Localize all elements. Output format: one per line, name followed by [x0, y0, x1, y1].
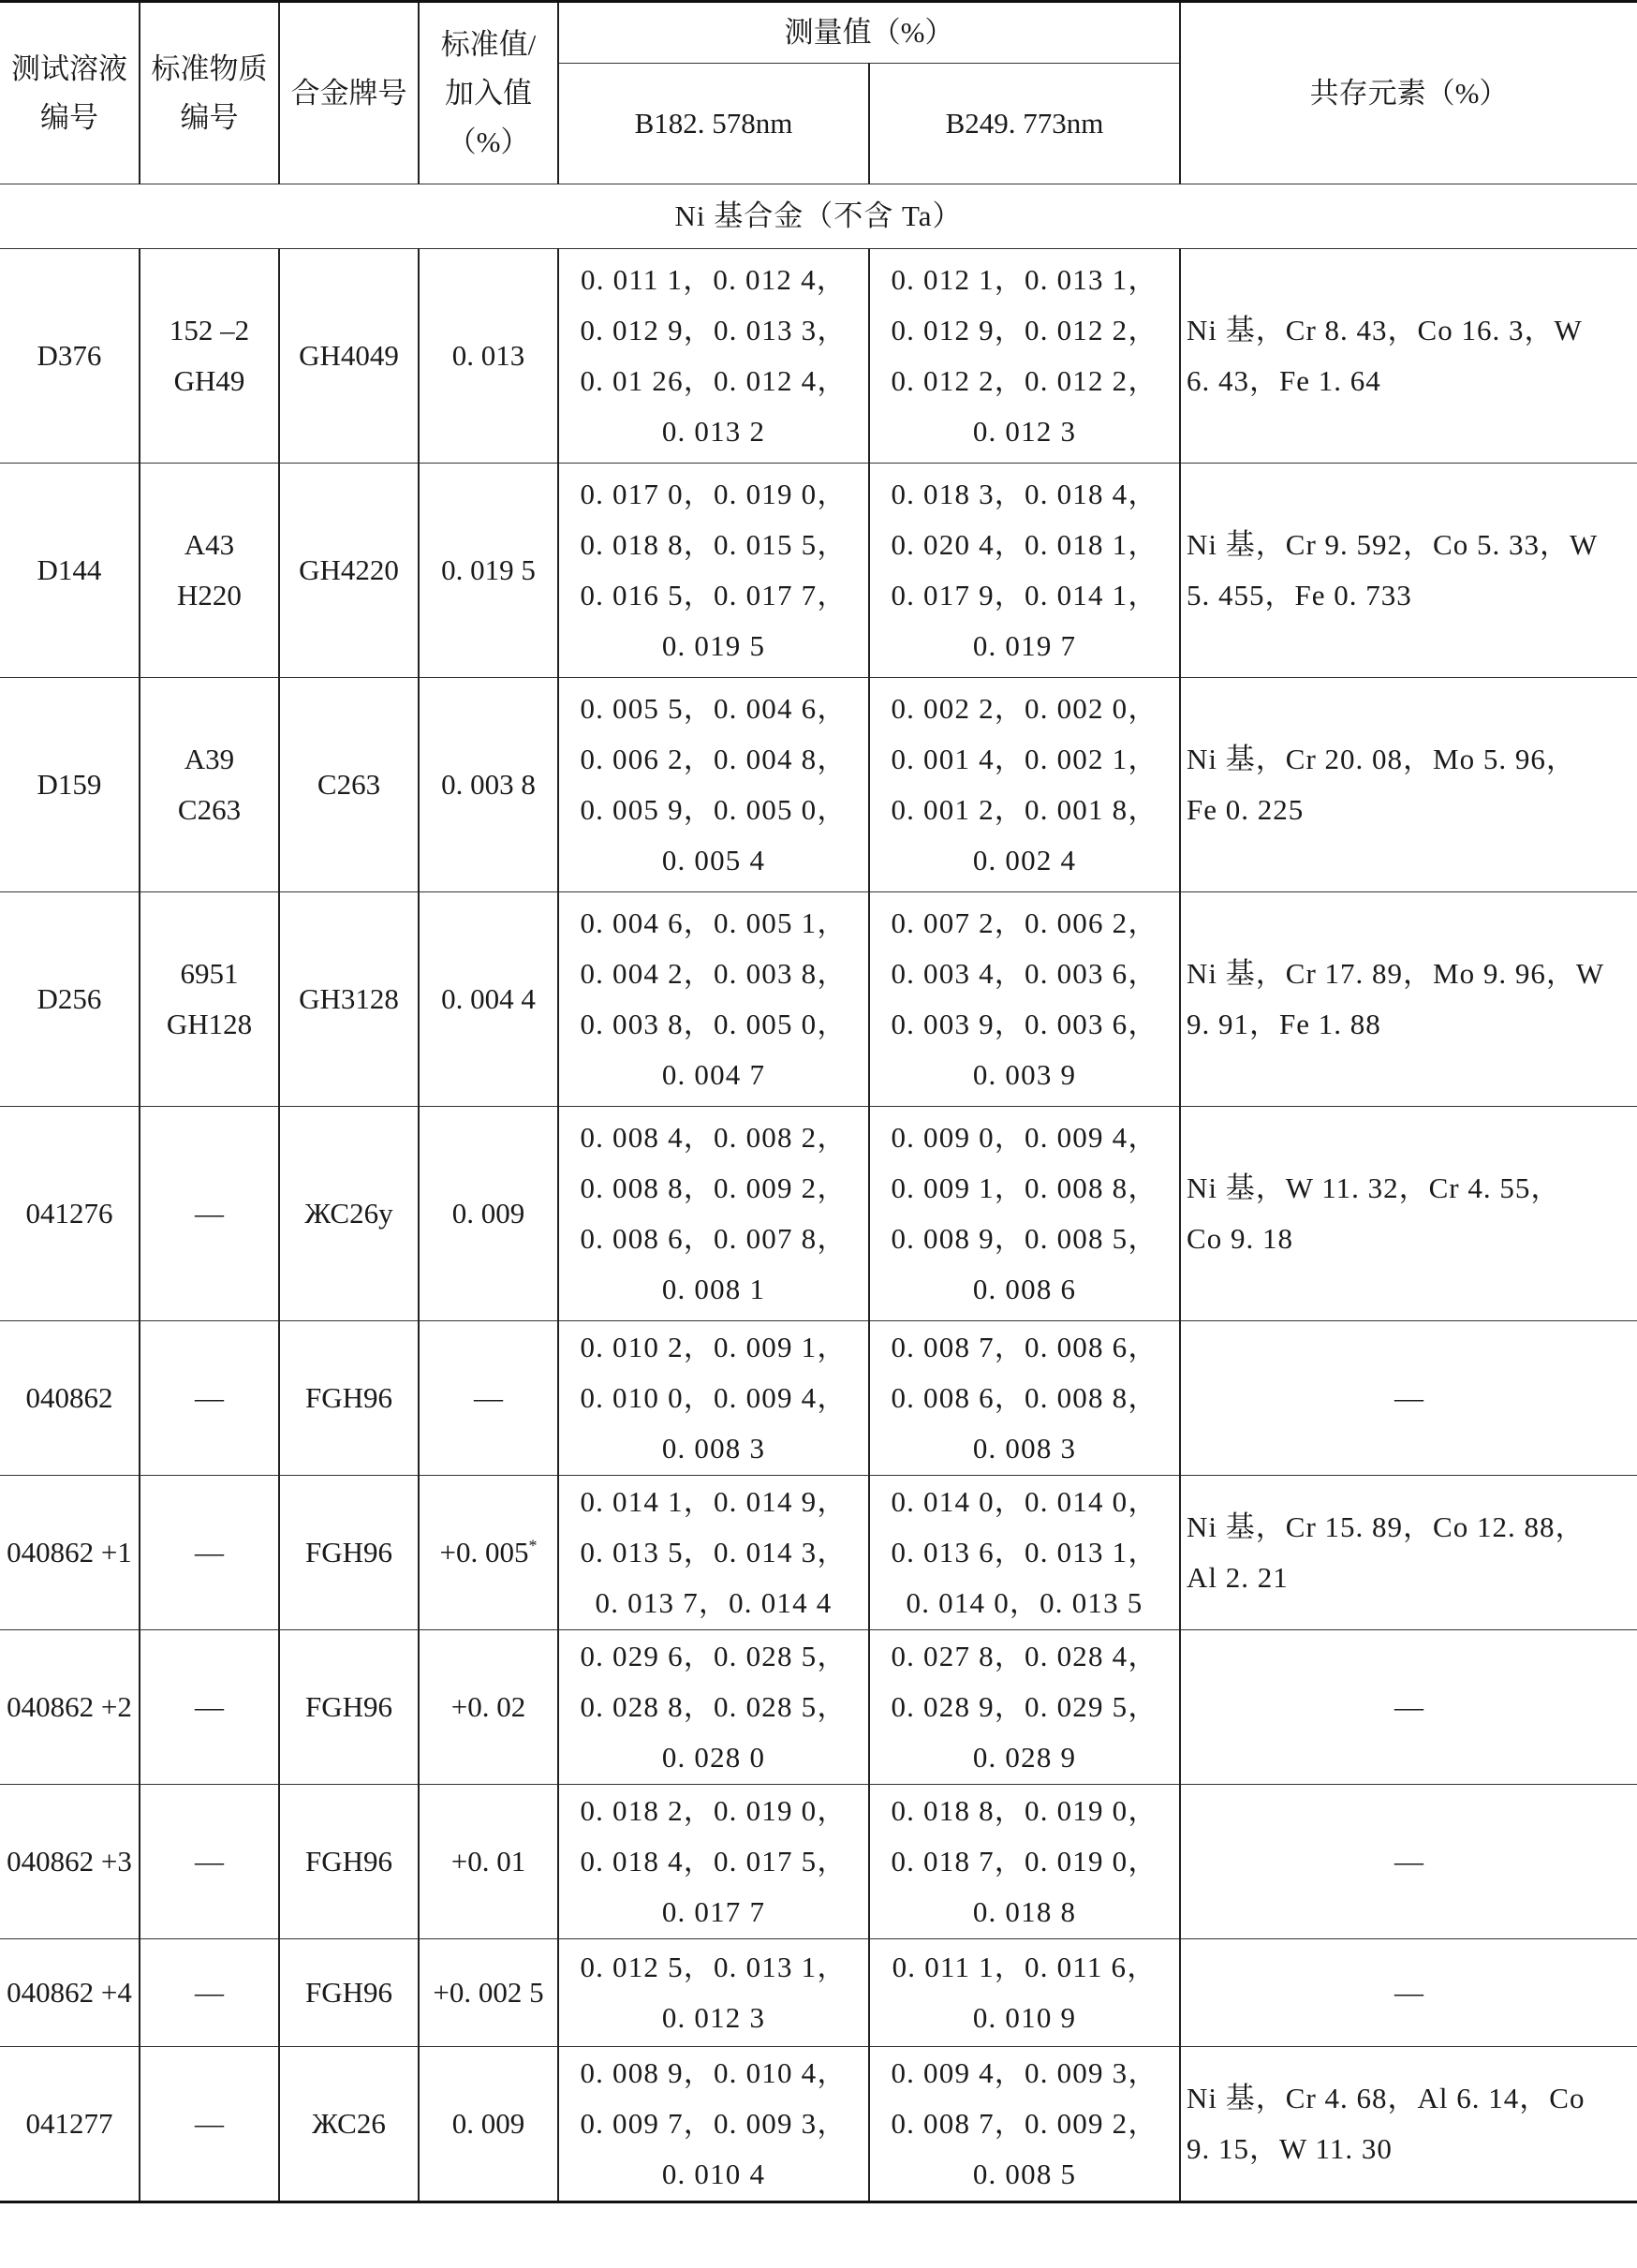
cell-alloy-grade: FGH96 — [279, 1785, 419, 1939]
standard-value-text: 0. 013 — [451, 339, 525, 372]
cell-coexisting: Ni 基，Cr 4. 68，Al 6. 14，Co 9. 15，W 11. 30 — [1180, 2047, 1637, 2202]
cell-solution-no: 041276 — [0, 1107, 140, 1321]
cell-solution-no: D376 — [0, 249, 140, 464]
cell-measured-182: 0. 018 2，0. 019 0， 0. 018 4，0. 017 5， 0. 017 7 — [558, 1785, 869, 1939]
table-row — [0, 1785, 1637, 1939]
cell-standard-value — [419, 1630, 558, 1785]
cell-standard-value — [419, 1785, 558, 1939]
cell-reference-no: A39 C263 — [140, 678, 279, 892]
cell-standard-value — [419, 249, 558, 464]
table-row — [0, 464, 1637, 678]
cell-reference-no: A43 H220 — [140, 464, 279, 678]
cell-coexisting: Ni 基，Cr 20. 08，Mo 5. 96， Fe 0. 225 — [1180, 678, 1637, 892]
cell-solution-no: 040862 +1 — [0, 1476, 140, 1630]
cell-solution-no: 040862 — [0, 1321, 140, 1476]
cell-solution-no: 041277 — [0, 2047, 140, 2202]
cell-solution-no: D256 — [0, 892, 140, 1107]
cell-measured-249: 0. 018 8，0. 019 0， 0. 018 7，0. 019 0， 0. 018 8 — [869, 1785, 1180, 1939]
cell-measured-182: 0. 010 2，0. 009 1， 0. 010 0，0. 009 4， 0. 008 3 — [558, 1321, 869, 1476]
standard-value-text: — — [474, 1381, 503, 1414]
cell-measured-249: 0. 009 0，0. 009 4， 0. 009 1，0. 008 8， 0. 008 9，0. 008 5， 0. 008 6 — [869, 1107, 1180, 1321]
cell-reference-no: — — [140, 1939, 279, 2047]
cell-reference-no: — — [140, 1107, 279, 1321]
cell-measured-249: 0. 012 1，0. 013 1， 0. 012 9，0. 012 2， 0. 012 2，0. 012 2， 0. 012 3 — [869, 249, 1180, 464]
cell-alloy-grade: FGH96 — [279, 1630, 419, 1785]
cell-measured-249: 0. 011 1，0. 011 6， 0. 010 9 — [869, 1939, 1180, 2047]
cell-alloy-grade: GH4220 — [279, 464, 419, 678]
cell-alloy-grade: GH3128 — [279, 892, 419, 1107]
cell-coexisting: Ni 基，Cr 9. 592，Co 5. 33，W 5. 455，Fe 0. 733 — [1180, 464, 1637, 678]
header-coexisting: 共存元素（%） — [1180, 2, 1637, 184]
cell-standard-value — [419, 678, 558, 892]
cell-reference-no: — — [140, 1630, 279, 1785]
cell-coexisting: — — [1180, 1785, 1637, 1939]
cell-measured-249: 0. 014 0，0. 014 0， 0. 013 6，0. 013 1， 0. 014 0，0. 013 5 — [869, 1476, 1180, 1630]
cell-alloy-grade: FGH96 — [279, 1476, 419, 1630]
standard-value-text: 0. 003 8 — [441, 768, 536, 801]
cell-measured-182: 0. 011 1，0. 012 4， 0. 012 9，0. 013 3， 0. 01 26，0. 012 4， 0. 013 2 — [558, 249, 869, 464]
cell-alloy-grade: ЖС26 — [279, 2047, 419, 2202]
cell-reference-no: — — [140, 1476, 279, 1630]
cell-standard-value — [419, 892, 558, 1107]
cell-standard-value — [419, 464, 558, 678]
group-row — [0, 184, 1637, 249]
cell-measured-182: 0. 005 5，0. 004 6， 0. 006 2，0. 004 8， 0. 005 9，0. 005 0， 0. 005 4 — [558, 678, 869, 892]
cell-reference-no: 6951 GH128 — [140, 892, 279, 1107]
table-header — [0, 2, 1637, 184]
cell-measured-249: 0. 018 3，0. 018 4， 0. 020 4，0. 018 1， 0. 017 9，0. 014 1， 0. 019 7 — [869, 464, 1180, 678]
header-reference-no: 标准物质 编号 — [140, 2, 279, 184]
footnote-mark: * — [528, 1536, 538, 1555]
table-row — [0, 678, 1637, 892]
cell-measured-249: 0. 027 8，0. 028 4， 0. 028 9，0. 029 5， 0. 028 9 — [869, 1630, 1180, 1785]
cell-alloy-grade: ЖС26у — [279, 1107, 419, 1321]
cell-alloy-grade: GH4049 — [279, 249, 419, 464]
cell-reference-no: — — [140, 1785, 279, 1939]
header-measured: 测量值（%） — [558, 2, 1180, 64]
standard-value-text: 0. 004 4 — [441, 982, 536, 1015]
header-solution-no: 测试溶液 编号 — [0, 2, 140, 184]
cell-solution-no: 040862 +4 — [0, 1939, 140, 2047]
cell-measured-249: 0. 007 2，0. 006 2， 0. 003 4，0. 003 6， 0. 003 9，0. 003 6， 0. 003 9 — [869, 892, 1180, 1107]
header-line-182: B182. 578nm — [558, 64, 869, 184]
cell-coexisting: Ni 基，W 11. 32，Cr 4. 55， Co 9. 18 — [1180, 1107, 1637, 1321]
standard-value-text: 0. 009 — [451, 2107, 525, 2140]
cell-measured-249: 0. 009 4，0. 009 3， 0. 008 7，0. 009 2， 0. 008 5 — [869, 2047, 1180, 2202]
cell-solution-no: D159 — [0, 678, 140, 892]
cell-standard-value — [419, 1321, 558, 1476]
cell-measured-182: 0. 008 9，0. 010 4， 0. 009 7，0. 009 3， 0. 010 4 — [558, 2047, 869, 2202]
cell-measured-182: 0. 004 6，0. 005 1， 0. 004 2，0. 003 8， 0. 003 8，0. 005 0， 0. 004 7 — [558, 892, 869, 1107]
cell-coexisting: — — [1180, 1939, 1637, 2047]
header-line-249: B249. 773nm — [869, 64, 1180, 184]
cell-measured-182: 0. 014 1，0. 014 9， 0. 013 5，0. 014 3， 0. 013 7，0. 014 4 — [558, 1476, 869, 1630]
table-row — [0, 1321, 1637, 1476]
cell-alloy-grade: FGH96 — [279, 1321, 419, 1476]
cell-measured-182: 0. 012 5，0. 013 1， 0. 012 3 — [558, 1939, 869, 2047]
header-alloy-grade: 合金牌号 — [279, 2, 419, 184]
cell-measured-182: 0. 017 0，0. 019 0， 0. 018 8，0. 015 5， 0. 016 5，0. 017 7， 0. 019 5 — [558, 464, 869, 678]
cell-solution-no: 040862 +2 — [0, 1630, 140, 1785]
cell-coexisting: Ni 基，Cr 8. 43，Co 16. 3，W 6. 43，Fe 1. 64 — [1180, 249, 1637, 464]
table-row — [0, 1939, 1637, 2047]
table-body — [0, 184, 1637, 2202]
standard-value-text: +0. 002 5 — [433, 1976, 544, 2009]
cell-alloy-grade: C263 — [279, 678, 419, 892]
cell-coexisting: — — [1180, 1630, 1637, 1785]
cell-solution-no: 040862 +3 — [0, 1785, 140, 1939]
table-row — [0, 892, 1637, 1107]
standard-value-text: 0. 019 5 — [441, 553, 536, 586]
cell-coexisting: Ni 基，Cr 15. 89，Co 12. 88， Al 2. 21 — [1180, 1476, 1637, 1630]
cell-measured-182: 0. 008 4，0. 008 2， 0. 008 8，0. 009 2， 0. 008 6，0. 007 8， 0. 008 1 — [558, 1107, 869, 1321]
cell-coexisting: Ni 基，Cr 17. 89，Mo 9. 96，W 9. 91，Fe 1. 88 — [1180, 892, 1637, 1107]
cell-standard-value — [419, 2047, 558, 2202]
table-row — [0, 2047, 1637, 2202]
standard-value-text: 0. 009 — [451, 1197, 525, 1230]
cell-standard-value — [419, 1476, 558, 1630]
cell-reference-no: 152 –2 GH49 — [140, 249, 279, 464]
standard-value-text: +0. 02 — [450, 1690, 526, 1723]
group-title: Ni 基合金（不含 Ta） — [0, 184, 1637, 249]
cell-coexisting: — — [1180, 1321, 1637, 1476]
table-row — [0, 1107, 1637, 1321]
cell-solution-no: D144 — [0, 464, 140, 678]
table-row — [0, 1630, 1637, 1785]
standard-value-text: +0. 005 — [439, 1536, 529, 1568]
standard-value-text: +0. 01 — [450, 1845, 526, 1878]
cell-measured-182: 0. 029 6，0. 028 5， 0. 028 8，0. 028 5， 0. 028 0 — [558, 1630, 869, 1785]
cell-reference-no: — — [140, 2047, 279, 2202]
header-standard-value: 标准值/ 加入值 （%） — [419, 2, 558, 184]
cell-measured-249: 0. 008 7，0. 008 6， 0. 008 6，0. 008 8， 0. 008 3 — [869, 1321, 1180, 1476]
table-row — [0, 249, 1637, 464]
cell-measured-249: 0. 002 2，0. 002 0， 0. 001 4，0. 002 1， 0. 001 2，0. 001 8， 0. 002 4 — [869, 678, 1180, 892]
cell-alloy-grade: FGH96 — [279, 1939, 419, 2047]
cell-standard-value — [419, 1107, 558, 1321]
cell-standard-value — [419, 1939, 558, 2047]
table-row — [0, 1476, 1637, 1630]
cell-reference-no: — — [140, 1321, 279, 1476]
